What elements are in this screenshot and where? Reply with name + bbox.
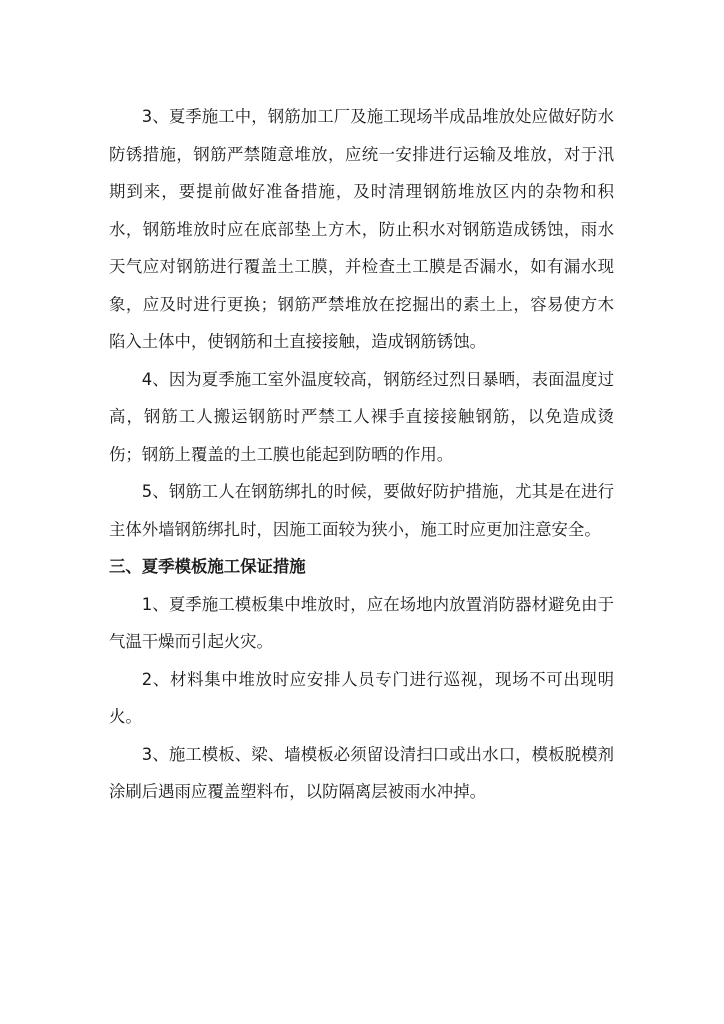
paragraph-steel-binding-safety: 5、钢筋工人在钢筋绑扎的时候，要做好防护措施，尤其是在进行主体外墙钢筋绑扎时，因施工面较为狭小，施工时应更加注意安全。 (109, 482, 614, 539)
document-body (109, 98, 614, 811)
paragraph-formwork-rain: 3、施工模板、梁、墙模板必须留设清扫口或出水口，模板脱模剂涂刷后遇雨应覆盖塑料布，以防隔离层被雨水冲掉。 (109, 744, 614, 801)
paragraph-steel-storage: 3、夏季施工中，钢筋加工厂及施工现场半成品堆放处应做好防水防锈措施，钢筋严禁随意堆放，应统一安排进行运输及堆放，对于汛期到来，要提前做好准备措施，及时清理钢筋堆放区内的杂物和积水，钢筋堆放时应在底部垫上方木，防止积水对钢筋造成锈蚀，雨水天气应对钢筋进行覆盖土工膜，并检查土工膜是否漏水，如有漏水现象，应及时进行更换；钢筋严禁堆放在挖掘出的素土上，容易使方木陷入土体中，使钢筋和土直接接触，造成钢筋锈蚀。 (109, 107, 614, 351)
paragraph-steel-heat: 4、因为夏季施工室外温度较高，钢筋经过烈日暴晒，表面温度过高，钢筋工人搬运钢筋时严禁工人裸手直接接触钢筋，以免造成烫伤；钢筋上覆盖的土工膜也能起到防晒的作用。 (109, 369, 614, 464)
paragraph-material-patrol: 2、材料集中堆放时应安排人员专门进行巡视，现场不可出现明火。 (109, 669, 614, 726)
section-heading-formwork: 三、夏季模板施工保证措施 (109, 557, 306, 576)
paragraph-formwork-fire: 1、夏季施工模板集中堆放时，应在场地内放置消防器材避免由于气温干燥而引起火灾。 (109, 594, 614, 651)
